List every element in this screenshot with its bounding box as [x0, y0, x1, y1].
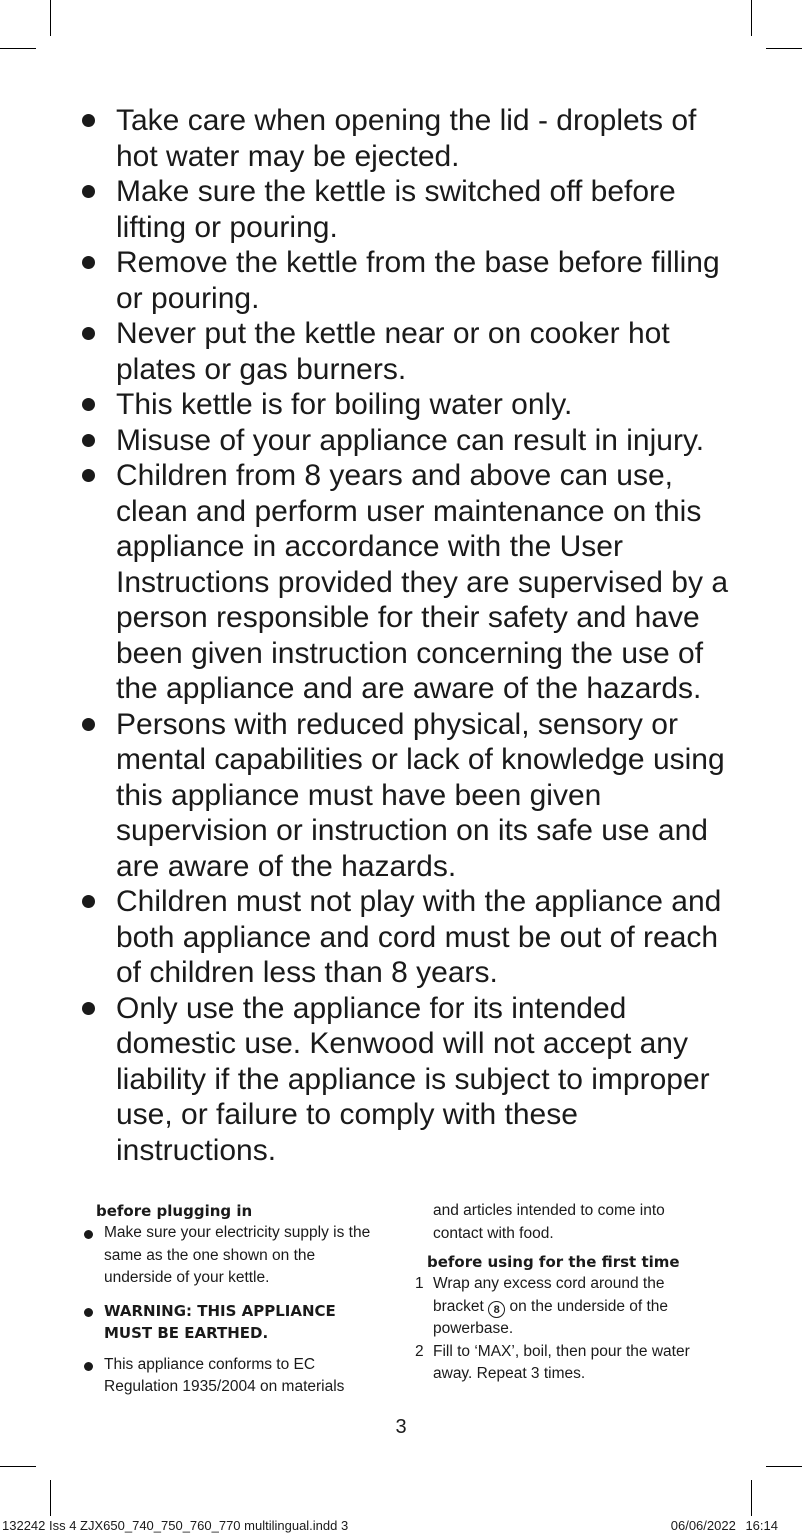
list-item: Children must not play with the appliance and both appliance and cord must be out of reach of children less than 8 years.	[82, 884, 732, 991]
bullet-icon	[82, 256, 95, 269]
section-heading: before using for the first time	[427, 1253, 680, 1271]
crop-mark	[0, 1466, 36, 1467]
bullet-icon	[82, 398, 95, 411]
list-item: 1 Wrap any excess cord around the bracket 8 on the underside of the powerbase.	[415, 1275, 669, 1337]
list-item: Take care when opening the lid - droplets of hot water may be ejected.	[82, 103, 732, 174]
list-item: Only use the appliance for its intended domestic use. Kenwood will not accept any liability if the appliance is subject to improper use, or failure to comply with these instructions.	[82, 991, 732, 1169]
crop-mark	[50, 1480, 51, 1516]
page-number: 3	[395, 1416, 407, 1438]
bullet-icon	[84, 1230, 93, 1239]
bullet-icon	[82, 327, 95, 340]
step-number: 2	[415, 1342, 424, 1360]
list-item: 2 Fill to ‘MAX’, boil, then pour the water away. Repeat 3 times.	[415, 1342, 690, 1382]
bullet-icon	[82, 718, 95, 731]
crop-mark	[0, 48, 36, 49]
crop-mark	[766, 48, 802, 49]
safety-list	[82, 103, 732, 1168]
bullet-icon	[84, 1308, 93, 1317]
bullet-icon	[82, 1002, 95, 1015]
list-item: Never put the kettle near or on cooker hot plates or gas burners.	[82, 316, 732, 387]
crop-mark	[751, 0, 752, 36]
crop-mark	[50, 0, 51, 36]
list-item: Persons with reduced physical, sensory or mental capabilities or lack of knowledge using this appliance must have been given supervision or instruction on its safe use and are aware of the hazards.	[82, 707, 732, 885]
bullet-icon	[82, 469, 95, 482]
crop-mark	[766, 1466, 802, 1467]
bullet-icon	[84, 1362, 93, 1371]
continued-text: and articles intended to come into contact with food.	[433, 1202, 665, 1242]
part-reference-icon: 8	[488, 1301, 505, 1318]
bullet-icon	[82, 434, 95, 447]
bullet-icon	[82, 185, 95, 198]
list-item: Remove the kettle from the base before filling or pouring.	[82, 245, 732, 316]
print-slug-timestamp	[671, 1518, 778, 1533]
bullet-icon	[82, 114, 95, 127]
print-time: 16:14	[745, 1518, 778, 1533]
bullet-icon	[82, 895, 95, 908]
list-item: This kettle is for boiling water only.	[82, 387, 732, 423]
list-item: Children from 8 years and above can use, clean and perform user maintenance on this appliance in accordance with the User Instructions provided they are supervised by a person responsible for their safety and have been given instruction concerning the use of the appliance and are aware of the hazards.	[82, 458, 732, 707]
first-use-section	[412, 1200, 712, 1386]
print-date: 06/06/2022	[670, 1518, 736, 1533]
warning-item: WARNING: THIS APPLIANCE MUST BE EARTHED.	[82, 1300, 382, 1344]
list-item: Misuse of your appliance can result in injury.	[82, 423, 732, 459]
crop-mark	[751, 1480, 752, 1516]
list-item: This appliance conforms to EC Regulation 1935/2004 on materials	[82, 1354, 382, 1399]
list-item: Make sure your electricity supply is the same as the one shown on the underside of your kettle.	[82, 1222, 382, 1290]
section-heading: before plugging in	[96, 1202, 253, 1220]
print-slug-filename: 132242 Iss 4 ZJX650_740_750_760_770 multilingual.indd 3	[2, 1518, 349, 1533]
step-number: 1	[415, 1275, 424, 1292]
before-plugging-in-section	[82, 1200, 382, 1399]
list-item: Make sure the kettle is switched off before lifting or pouring.	[82, 174, 732, 245]
